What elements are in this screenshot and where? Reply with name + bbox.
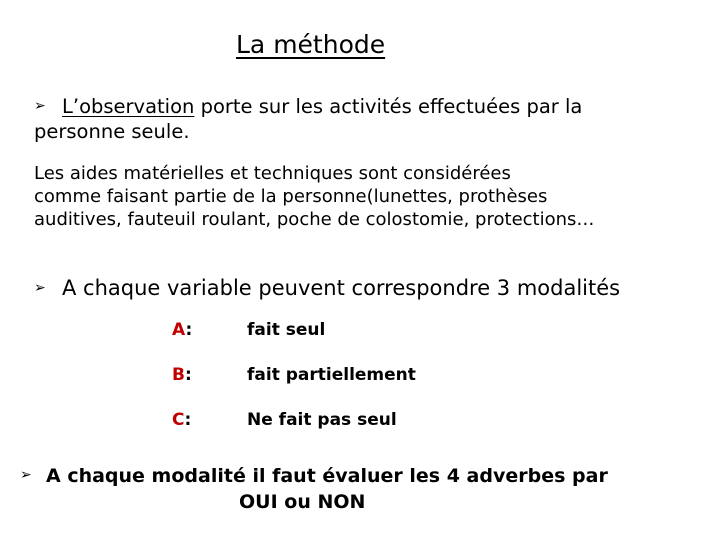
observation-term: L’observation — [62, 95, 195, 118]
bullet-evaluation-line1 — [20, 462, 608, 489]
modality-colon: : — [185, 320, 193, 340]
modality-item-c — [172, 410, 416, 455]
slide-title: La méthode — [236, 30, 386, 59]
modality-description: fait seul — [247, 320, 326, 340]
modality-code — [172, 365, 247, 385]
modality-letter: B — [172, 365, 185, 385]
modality-description: Ne fait pas seul — [247, 410, 397, 430]
aids-paragraph-line3: auditives, fauteuil roulant, poche de colostomie, protections… — [34, 209, 595, 230]
bullet-observation-line1 — [34, 94, 694, 119]
modalities-list — [172, 320, 416, 455]
modality-colon: : — [184, 410, 192, 430]
modality-code — [172, 410, 247, 430]
modality-description: fait partiellement — [247, 365, 416, 385]
modality-item-b — [172, 365, 416, 410]
bullet-modalities — [34, 276, 620, 300]
modality-item-a — [172, 320, 416, 365]
bullet-observation — [34, 94, 694, 144]
bullet-evaluation — [20, 462, 608, 515]
bullet-modalities-text: A chaque variable peuvent correspondre 3 modalités — [62, 276, 621, 300]
modality-colon: : — [184, 365, 192, 385]
observation-text-line2: personne seule. — [34, 120, 190, 143]
modality-letter: C — [172, 410, 185, 430]
aids-paragraph — [34, 162, 704, 231]
aids-paragraph-line2: comme faisant partie de la personne(lunettes, prothèses — [34, 186, 548, 207]
bullet-evaluation-text-line1: A chaque modalité il faut évaluer les 4 adverbes par — [46, 465, 608, 487]
observation-text-line1: porte sur les activités effectuées par la — [194, 95, 583, 118]
modality-letter: A — [172, 320, 186, 340]
arrow-bullet-icon: ➢ — [34, 280, 46, 296]
bullet-evaluation-text-line2: OUI ou NON — [239, 491, 366, 513]
aids-paragraph-line1: Les aides matérielles et techniques sont considérées — [34, 163, 511, 184]
arrow-bullet-icon: ➢ — [34, 98, 46, 114]
modality-code — [172, 320, 247, 340]
arrow-bullet-icon: ➢ — [20, 467, 32, 483]
